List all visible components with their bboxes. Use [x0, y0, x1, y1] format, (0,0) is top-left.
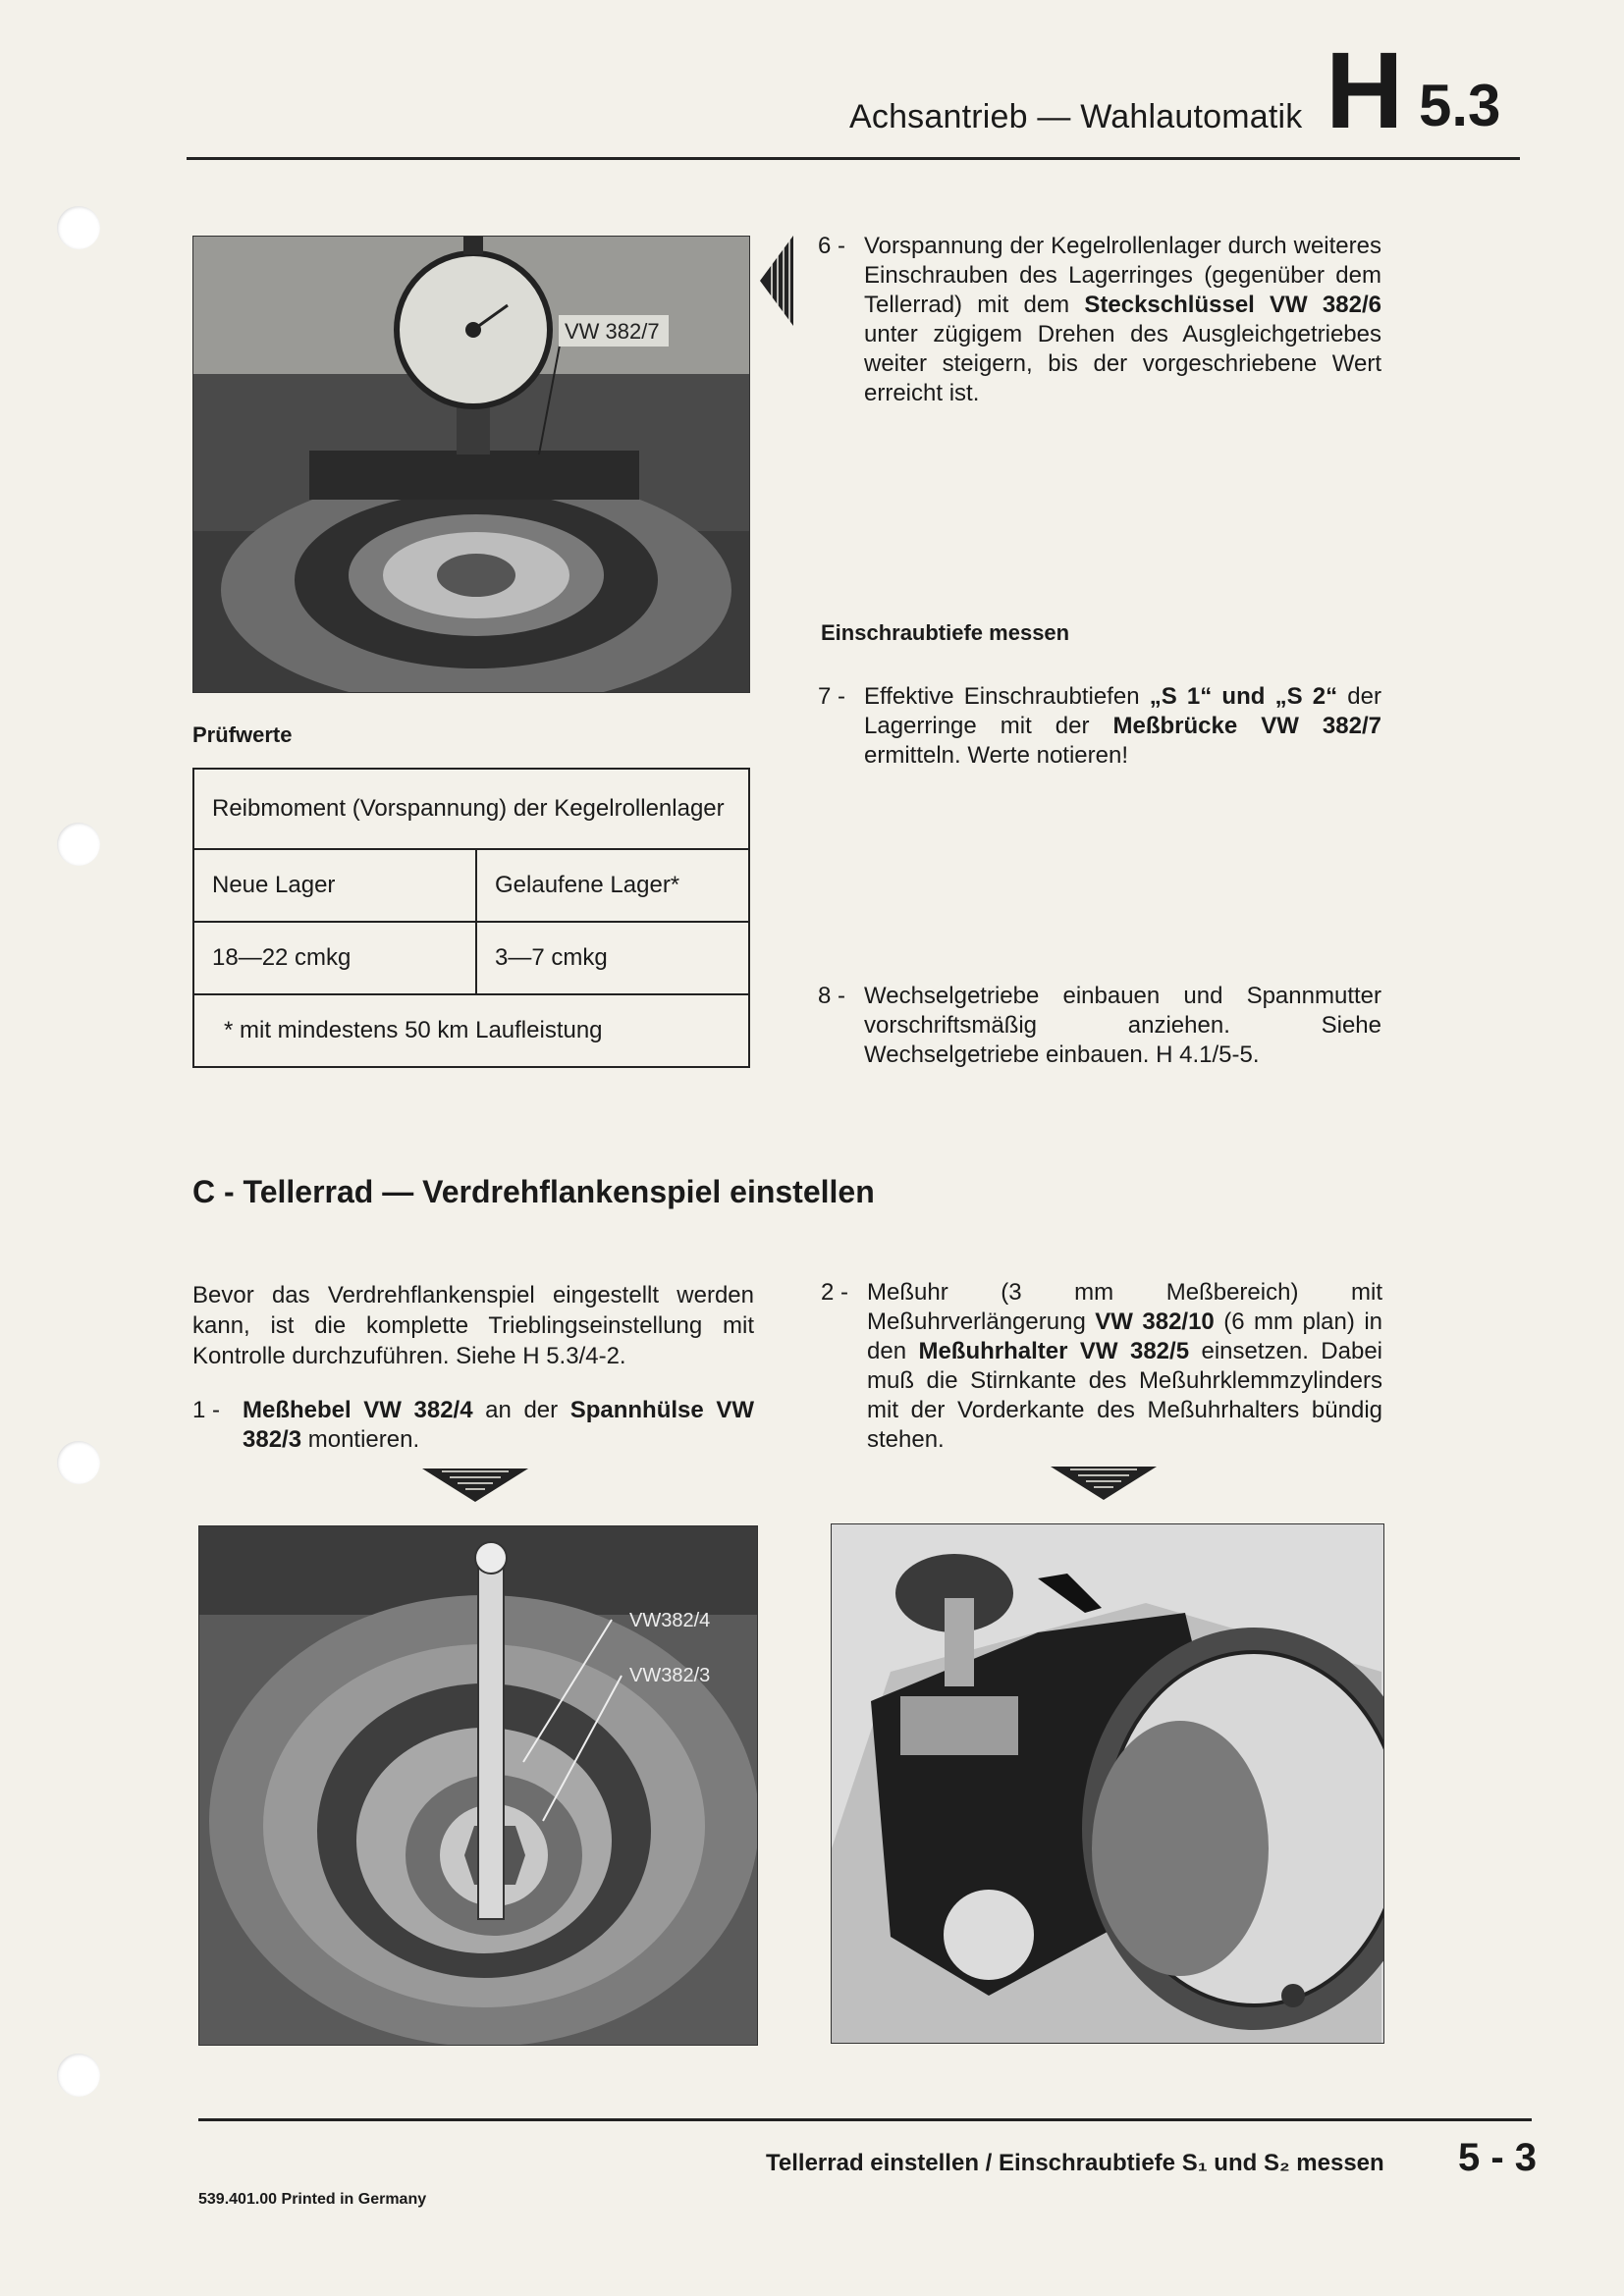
page-header-letter: H — [1326, 30, 1404, 151]
pointer-down-icon-left — [422, 1467, 528, 1504]
footer-rule — [198, 2118, 1532, 2121]
photo-dial-gauge-holder — [831, 1523, 1384, 2044]
pruefwerte-heading: Prüfwerte — [192, 722, 293, 747]
pruefwerte-col-new: Neue Lager — [193, 849, 476, 922]
step-7-tool: Meßbrücke VW 382/7 — [1112, 713, 1381, 739]
section-c-title: C - Tellerrad — Verdrehflankenspiel einstellen — [192, 1174, 875, 1209]
photo3-label-1: VW382/4 — [629, 1610, 711, 1631]
binder-hole-middle — [57, 823, 100, 866]
step-1-tool-b: Spannhülse VW 382/3 — [243, 1397, 754, 1453]
step-6-text-a: Vorspannung der Kegelrollenlager durch weiteres Einschrauben des Lagerringes (gegenüber dem Tellerrad) mit dem — [864, 233, 1381, 318]
pointer-left-icon — [758, 236, 797, 326]
pruefwerte-val-new: 18—22 cmkg — [193, 922, 476, 994]
page-header-section: 5.3 — [1419, 73, 1501, 138]
pruefwerte-title-cell: Reibmoment (Vorspannung) der Kegelrollenlager — [193, 769, 749, 849]
step-1-text-a: an der — [472, 1397, 570, 1423]
photo1-label: VW 382/7 — [565, 319, 660, 344]
pruefwerte-table — [192, 768, 750, 1068]
binder-hole-bottom — [57, 2054, 100, 2097]
pruefwerte-col-used: Gelaufene Lager* — [476, 849, 749, 922]
step-2-text-a: Meßuhr (3 mm Meßbereich) mit Meßuhrverlängerung — [867, 1279, 1382, 1335]
step-1-tool-a: Meßhebel VW 382/4 — [243, 1397, 473, 1423]
photo-measuring-lever — [198, 1525, 758, 2046]
einschraubtiefe-heading: Einschraubtiefe messen — [821, 620, 1070, 645]
step-6-number: 6 - — [818, 233, 846, 259]
step-2-text-b: (6 mm plan) in den — [867, 1308, 1383, 1364]
binder-hole-upper-lower — [57, 1441, 100, 1484]
step-6-text-b: unter zügigem Drehen des Ausgleichgetriebes weiter steigern, bis der vorgeschriebene Wert erreicht ist. — [864, 321, 1381, 406]
binder-hole-top — [57, 206, 100, 249]
footer-page-number: 5 - 3 — [1458, 2136, 1538, 2179]
step-7-text-b: der Lagerringe mit der — [864, 683, 1381, 739]
step-2-tool-a: VW 382/10 — [1095, 1308, 1215, 1335]
section-c-intro: Bevor das Verdrehflankenspiel eingestellt werden kann, ist die komplette Trieblingseinstellung mit Kontrolle durchzuführen. Siehe H 5.3/4-2. — [192, 1282, 754, 1369]
pointer-down-icon-right — [1051, 1465, 1157, 1502]
photo-dial-gauge-bearing — [192, 236, 750, 693]
step-2-tool-b: Meßuhrhalter VW 382/5 — [918, 1338, 1190, 1364]
step-1-text-b: montieren. — [301, 1426, 420, 1453]
photo3-label-2: VW382/3 — [629, 1665, 711, 1686]
footer-caption: Tellerrad einstellen / Einschraubtiefe S₁ und S₂ messen — [766, 2150, 1384, 2176]
step-7-text-c: ermitteln. Werte notieren! — [864, 742, 1129, 769]
footer-print-code: 539.401.00 Printed in Germany — [198, 2191, 427, 2208]
step-8-text: Wechselgetriebe einbauen und Spannmutter vorschriftsmäßig anziehen. Siehe Wechselgetriebe einbauen. H 4.1/5-5. — [864, 983, 1381, 1068]
step-8-number: 8 - — [818, 983, 846, 1009]
step-7-bold-a: „S 1“ und „S 2“ — [1149, 683, 1338, 710]
step-7-number: 7 - — [818, 683, 846, 710]
step-6-tool: Steckschlüssel VW 382/6 — [1084, 292, 1381, 318]
header-rule — [187, 157, 1520, 160]
step-2-text-c: einsetzen. Dabei muß die Stirnkante des Meßuhrklemmzylinders mit der Vorderkante des Meßuhrhalters bündig stehen. — [867, 1338, 1382, 1453]
step-2-number: 2 - — [821, 1279, 849, 1306]
page-header-title: Achsantrieb — Wahlautomatik — [849, 98, 1303, 135]
step-7-text-a: Effektive Einschraubtiefen — [864, 683, 1150, 710]
pruefwerte-note: * mit mindestens 50 km Laufleistung — [193, 994, 749, 1067]
pruefwerte-val-used: 3—7 cmkg — [476, 922, 749, 994]
step-1-number: 1 - — [192, 1397, 221, 1423]
